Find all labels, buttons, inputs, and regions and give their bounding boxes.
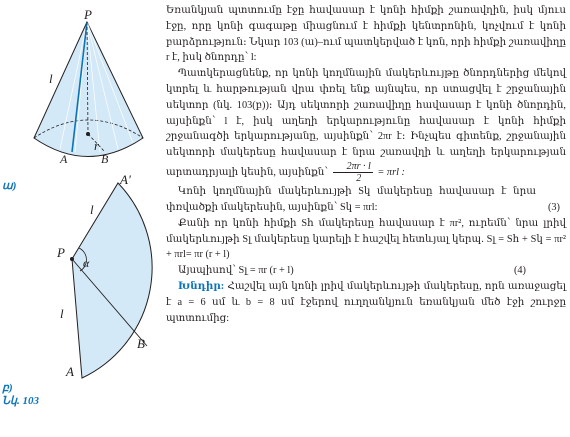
fraction-denominator: 2 bbox=[356, 172, 362, 184]
cone-label-r: r bbox=[94, 138, 100, 153]
caption-a: ա) bbox=[2, 180, 17, 192]
cone-label-l: l bbox=[49, 71, 53, 86]
sector-label-l-bottom: l bbox=[60, 306, 64, 321]
task-label: Խնդիր: bbox=[178, 280, 225, 292]
cone-surface bbox=[34, 22, 143, 157]
fraction-result: = πrl : bbox=[377, 166, 405, 178]
sector-apex-point bbox=[70, 257, 74, 261]
paragraph-3-text: Կոնի կողմնային մակերևույթի Sկ մակերեսը հավասար է նրա փռվածքի մակերեսին, այսինքն՝ Sկ = πrl: bbox=[166, 185, 536, 213]
body-text bbox=[166, 3, 566, 326]
task-paragraph bbox=[166, 279, 566, 326]
sector-diagram bbox=[56, 172, 152, 379]
sector-label-a: A bbox=[66, 364, 74, 379]
paragraph-5-text: Այսպիսով՝ Sլ = πr (r + l) bbox=[178, 265, 294, 277]
sector-label-alpha: α bbox=[83, 256, 90, 270]
caption-figure-number: Նկ. 103 bbox=[2, 395, 39, 407]
cone-figure bbox=[0, 0, 160, 437]
paragraph-4: Քանի որ կոնի հիմքի Sհ մակերեսը հավասար է πr², ուրեմն՝ նրա լրիվ մակերևույթի Sլ մակերեսը կարելի է հաշվել հետևյալ կերպ. Sլ = Sհ + Sկ = πr² + πrl= πr (r + l) bbox=[166, 217, 566, 261]
cone-label-p: P bbox=[84, 7, 92, 22]
caption-b: բ) bbox=[2, 382, 13, 394]
fraction-numerator: 2πr · l bbox=[333, 161, 373, 173]
equation-number-3: (3) bbox=[547, 201, 560, 213]
task-text: Հաշվել այն կոնի լրիվ մակերևույթի մակերեսը, որն առաջացել է a = 6 սմ և b = 8 սմ էջերով ուղղանկյուն եռանկյան մեծ էջի շուրջը պտտումից: bbox=[166, 280, 566, 324]
sector-area-fraction bbox=[333, 161, 373, 184]
sector-label-a-prime: A' bbox=[120, 172, 131, 187]
paragraph-1: Եռանկյան պտտումը էջը հավասար է կոնի հիմքի շառավղին, իսկ մյուս էջը, որը կոնի գագաթը միացնում է հիմքի կենտրոնին, կոչվում է կոնի բարձրություն։ Նկար 103 (ա)–ում պատկերված է կոն, որի հիմքի շառավիղը r է, իսկ ծնորդը՝ l: bbox=[166, 5, 566, 64]
sector-label-l-top: l bbox=[90, 202, 94, 217]
equation-number-4: (4) bbox=[513, 265, 526, 277]
sector-label-b: B bbox=[137, 336, 145, 351]
paragraph-2-text: Պատկերացնենք, որ կոնի կողմնային մակերևույթը ծնորդներից մեկով կտրել և հարթության վրա փռել ենք այնպես, որ ստացվել է շրջանային սեկտոր (նկ. 103(բ))։ Այդ սեկտորի շառավիղը հավասար է կոնի ծնորդին, այսինքն՝ l է, իսկ աղեղի երկարությունը հավասար է կոնի հիմքի շրջանագծի երկարությանը, այսինքն՝ 2πr է։ Ինչպես գիտենք, շրջանային սեկտորի մակերեսը հավասար է նրա շառավղի և աղեղի երկարության արտադրյալի կեսին, այսինքն՝ bbox=[166, 68, 566, 178]
cone-base-center bbox=[86, 132, 90, 136]
paragraph-3 bbox=[166, 184, 566, 216]
paragraph-2 bbox=[166, 66, 566, 184]
paragraph-5 bbox=[166, 263, 566, 279]
cone-label-a: A bbox=[60, 152, 68, 166]
cone-diagram bbox=[34, 7, 143, 166]
cone-label-b: B bbox=[101, 152, 109, 166]
sector-label-p: P bbox=[57, 245, 65, 260]
